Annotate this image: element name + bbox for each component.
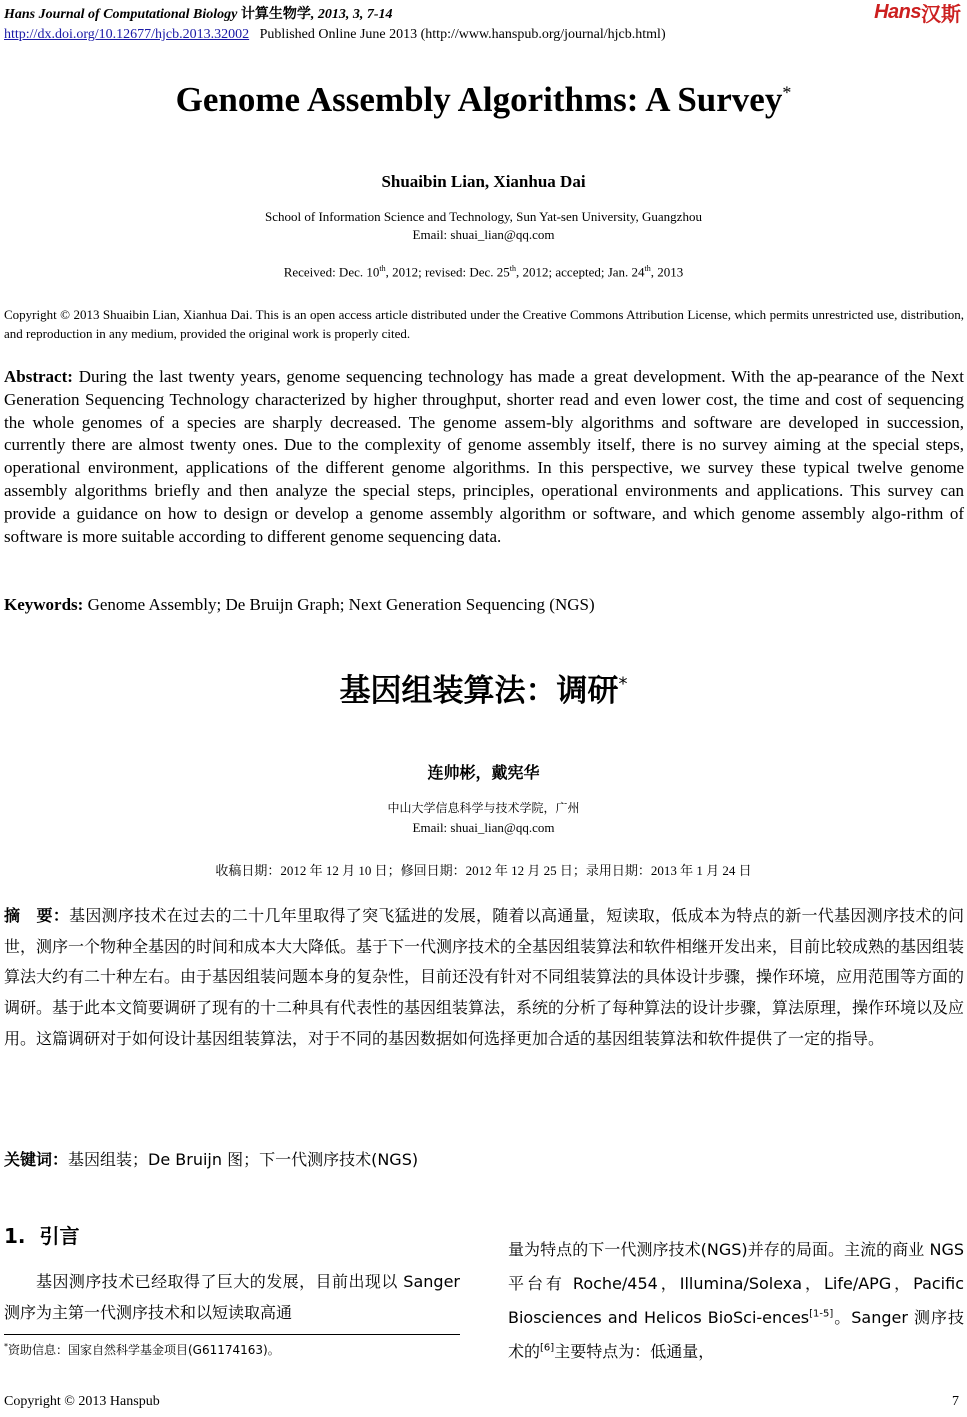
journal-header — [4, 3, 393, 23]
abstract-text: During the last twenty years, genome sequencing technology has made a great development. With the ap-pearance of the Next Generation Sequencing Technology characterized by higher throughput, shorter read and even lower cost, the time and cost of sequencing the whole genomes of a species are sharply decreased. The genome assem-bly algorithms and software are developed in succession, currently there are almost twenty ones. Due to the complexity of genome assembly itself, there is no survey aiming at the special steps, operational environment, applications of the different genome algorithms. In this perspective, we survey these typical twelve genome assembly algorithms briefly and then analyze the special steps, principles, operational environments and applications. This survey can provide a guidance on how to design or develop a genome assembly algorithm or software, and which genome assembly algo-rithm of software is more suitable according to different genome sequencing data. — [4, 367, 964, 546]
col2-text-1: 量为特点的下一代测序技术(NGS)并存的局面。主流的商业 NGS 平台有 Roche/454，Illumina/Solexa，Life/APG，Pacific Biosciences and Helicos BioSci-ences — [508, 1240, 964, 1327]
ordinal-th: th — [379, 264, 386, 273]
abstract — [4, 366, 964, 548]
cn-abstract-label: 摘 要： — [4, 906, 70, 925]
abstract-label: Abstract: — [4, 367, 73, 386]
keywords-label: Keywords: — [4, 595, 84, 614]
affiliation-block — [0, 208, 967, 244]
journal-citation: , 2013, 3, 7-14 — [310, 7, 393, 22]
published-online: Published Online June 2013 (http://www.hanspub.org/journal/hjcb.html) — [259, 27, 666, 42]
received-part-3: , 2012; accepted; Jan. 24 — [516, 264, 645, 280]
cn-paper-title-text: 基因组装算法：调研 — [339, 673, 619, 709]
title-footnote-mark: * — [782, 82, 792, 103]
ordinal-th: th — [644, 264, 651, 273]
cn-title-footnote-mark: * — [618, 673, 628, 695]
cn-received-dates: 收稿日期：2012 年 12 月 10 日；修回日期：2012 年 12 月 25 日；录用日期：2013 年 1 月 24 日 — [215, 863, 752, 878]
journal-name-cn: 计算生物学 — [240, 7, 311, 22]
logo-hans-cn-text: 汉斯 — [921, 3, 961, 26]
cn-affiliation-block — [0, 798, 967, 838]
received-part-2: , 2012; revised: Dec. 25 — [385, 264, 510, 280]
received-dates — [0, 264, 967, 280]
citation-ref[interactable]: [1-5] — [809, 1308, 834, 1320]
received-part-1: Received: Dec. 10 — [283, 264, 380, 280]
body-column-right — [508, 1233, 964, 1369]
email: Email: shuai_lian@qq.com — [412, 227, 555, 242]
section-number: 1. — [4, 1224, 26, 1248]
footnote-text: 资助信息：国家自然科学基金项目(G61174163)。 — [8, 1343, 280, 1357]
footnote — [4, 1341, 280, 1358]
copyright-notice: Copyright © 2013 Shuaibin Lian, Xianhua Dai. This is an open access article distributed under the Creative Commons Attribution License, which permits unrestricted use, distribution, and reproduction in any medium, provided the original work is properly cited. — [4, 307, 964, 341]
doi-line — [4, 27, 666, 43]
section-title: 引言 — [39, 1224, 80, 1248]
cn-keywords-text: 基因组装；De Bruijn 图；下一代测序技术(NGS) — [68, 1150, 419, 1169]
paper-title-text: Genome Assembly Algorithms: A Survey — [175, 80, 783, 119]
logo-hans-text: Hans — [874, 0, 921, 23]
ordinal-th: th — [509, 264, 517, 273]
cn-authors: 连帅彬，戴宪华 — [427, 763, 540, 782]
doi-link[interactable]: http://dx.doi.org/10.12677/hjcb.2013.32002 — [4, 27, 250, 42]
keywords — [4, 595, 964, 615]
cn-abstract — [4, 901, 964, 1055]
paper-title — [0, 80, 967, 120]
cn-affiliation: 中山大学信息科学与技术学院，广州 — [387, 801, 580, 815]
keywords-text: Genome Assembly; De Bruijn Graph; Next Generation Sequencing (NGS) — [87, 595, 595, 614]
cn-keywords — [4, 1147, 964, 1170]
page-number: 7 — [952, 1394, 959, 1409]
cn-paper-title — [0, 665, 967, 710]
received-part-4: , 2013 — [650, 264, 684, 280]
cn-email: Email: shuai_lian@qq.com — [412, 820, 555, 835]
cn-abstract-text: 基因测序技术在过去的二十几年里取得了突飞猛进的发展，随着以高通量，短读取，低成本为特点的新一代基因测序技术的问世，测序一个物种全基因的时间和成本大大降低。基于下一代测序技术的全基因组装算法和软件相继开发出来，目前比较成熟的基因组装算法大约有二十种左右。由于基因组装问题本身的复杂性，目前还没有针对不同组装算法的具体设计步骤，操作环境，应用范围等方面的调研。基于此本文简要调研了现有的十二种具有代表性的基因组装算法，系统的分析了每种算法的设计步骤，算法原理，操作环境以及应用。这篇调研对于如何设计基因组装算法，对于不同的基因数据如何选择更加合适的基因组装算法和软件提供了一定的指导。 — [4, 906, 965, 1048]
body-column-left: 基因测序技术已经取得了巨大的发展，目前出现以 Sanger 测序为主第一代测序技术和以短读取高通 — [4, 1272, 460, 1322]
section-heading — [4, 1220, 79, 1249]
affiliation: School of Information Science and Technology, Sun Yat-sen University, Guangzhou — [265, 209, 702, 224]
citation-ref[interactable]: [6] — [540, 1342, 555, 1354]
hans-logo[interactable] — [874, 0, 961, 26]
col2-text-2: 。Sanger 测序技术的 — [508, 1308, 964, 1361]
footnote-divider — [4, 1334, 460, 1335]
authors: Shuaibin Lian, Xianhua Dai — [381, 172, 586, 191]
col2-text-3: 主要特点为：低通量， — [554, 1342, 715, 1361]
footnote-mark: * — [4, 1342, 8, 1351]
journal-name: Hans Journal of Computational Biology — [4, 7, 238, 22]
cn-keywords-label: 关键词： — [4, 1150, 69, 1169]
footer-copyright: Copyright © 2013 Hanspub — [4, 1394, 160, 1409]
